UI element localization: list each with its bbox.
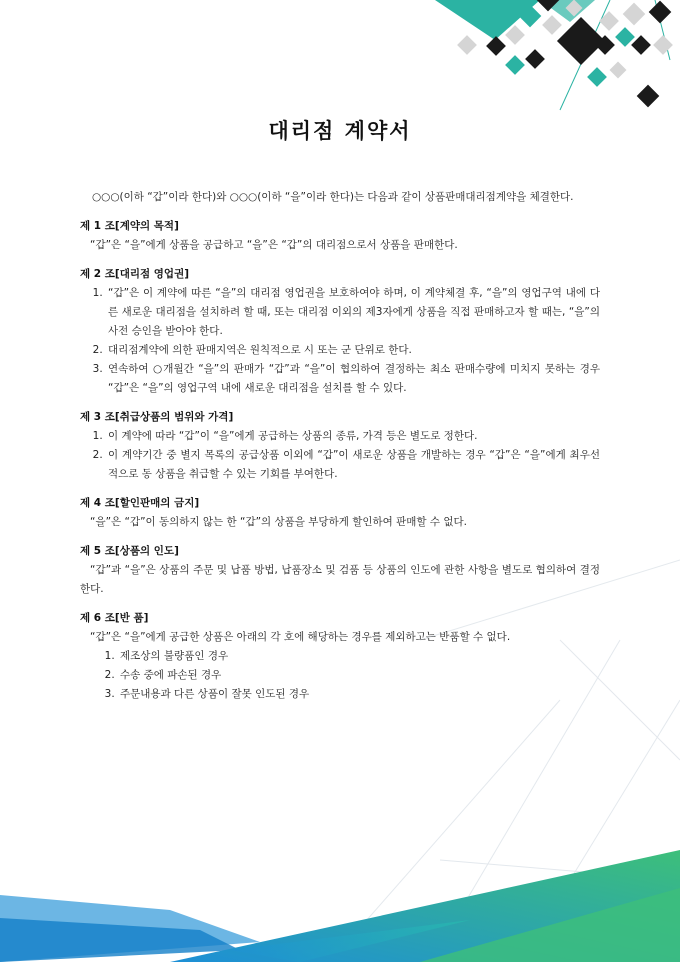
article-heading: 제 4 조[할인판매의 금지] <box>80 497 200 509</box>
bottom-gradient-decoration <box>0 800 680 962</box>
contract-intro: ○○○(이하 “갑”이라 한다)와 ○○○(이하 “을”이라 한다)는 다음과 같이 상품판매대리점계약을 체결한다. <box>92 191 574 203</box>
article-heading: 제 6 조[반 품] <box>80 612 149 624</box>
clause-item: 1. 이 계약에 따라 “갑”이 “을”에게 공급하는 상품의 종류, 가격 등은 별도로 정한다. <box>106 427 600 446</box>
article-heading: 제 1 조[계약의 목적] <box>80 220 179 232</box>
article-heading: 제 2 조[대리점 영업권] <box>80 268 190 280</box>
article-clause-list <box>80 647 600 704</box>
contract-body <box>80 188 600 704</box>
clause-item: 1. 제조상의 불량품인 경우 <box>118 647 600 666</box>
clause-item: 1. “갑”은 이 계약에 따른 “을”의 대리점 영업권을 보호하여야 하며, 이 계약체결 후, “을”의 영업구역 내에 다른 새로운 대리점을 설치하려 할 때, 또는 대리점 이외의 제3자에게 상품을 직접 판매하고자 할 때는, “을”의 사전 승인을 받아야 한다. <box>106 284 600 341</box>
document-title: 대리점 계약서 <box>268 119 412 143</box>
article-heading: 제 3 조[취급상품의 범위와 가격] <box>80 411 234 423</box>
article-heading: 제 5 조[상품의 인도] <box>80 545 179 557</box>
article-text: “을”은 “갑”이 동의하지 않는 한 “갑”의 상품을 부당하게 할인하여 판매할 수 없다. <box>90 516 467 528</box>
article-text: “갑”은 “을”에게 공급한 상품은 아래의 각 호에 해당하는 경우를 제외하고는 반품할 수 없다. <box>90 631 511 643</box>
article-5 <box>80 542 600 599</box>
clause-item: 3. 주문내용과 다른 상품이 잘못 인도된 경우 <box>118 685 600 704</box>
article-4 <box>80 494 600 532</box>
clause-item: 2. 대리점계약에 의한 판매지역은 원칙적으로 시 또는 군 단위로 한다. <box>106 341 600 360</box>
clause-item: 3. 연속하여 ○개월간 “을”의 판매가 “갑”과 “을”이 협의하여 결정하는 최소 판매수량에 미치지 못하는 경우 “갑”은 “을”의 영업구역 내에 새로운 대리점을 설치를 할 수 있다. <box>106 360 600 398</box>
article-clause-list <box>80 427 600 484</box>
article-text: “갑”은 “을”에게 상품을 공급하고 “을”은 “갑”의 대리점으로서 상품을 판매한다. <box>90 239 458 251</box>
article-3 <box>80 408 600 484</box>
clause-item: 2. 이 계약기간 중 별지 목록의 공급상품 이외에 “갑”이 새로운 상품을 개발하는 경우 “갑”은 “을”에게 최우선적으로 동 상품을 취급할 수 있는 기회를 부여한다. <box>106 446 600 484</box>
article-6 <box>80 609 600 704</box>
article-1 <box>80 217 600 255</box>
article-2 <box>80 265 600 398</box>
top-right-diamond-decoration <box>420 0 680 120</box>
clause-item: 2. 수송 중에 파손된 경우 <box>118 666 600 685</box>
article-text: “갑”과 “을”은 상품의 주문 및 납품 방법, 납품장소 및 검품 등 상품의 인도에 관한 사항을 별도로 협의하여 결정한다. <box>80 564 600 595</box>
article-clause-list <box>80 284 600 398</box>
